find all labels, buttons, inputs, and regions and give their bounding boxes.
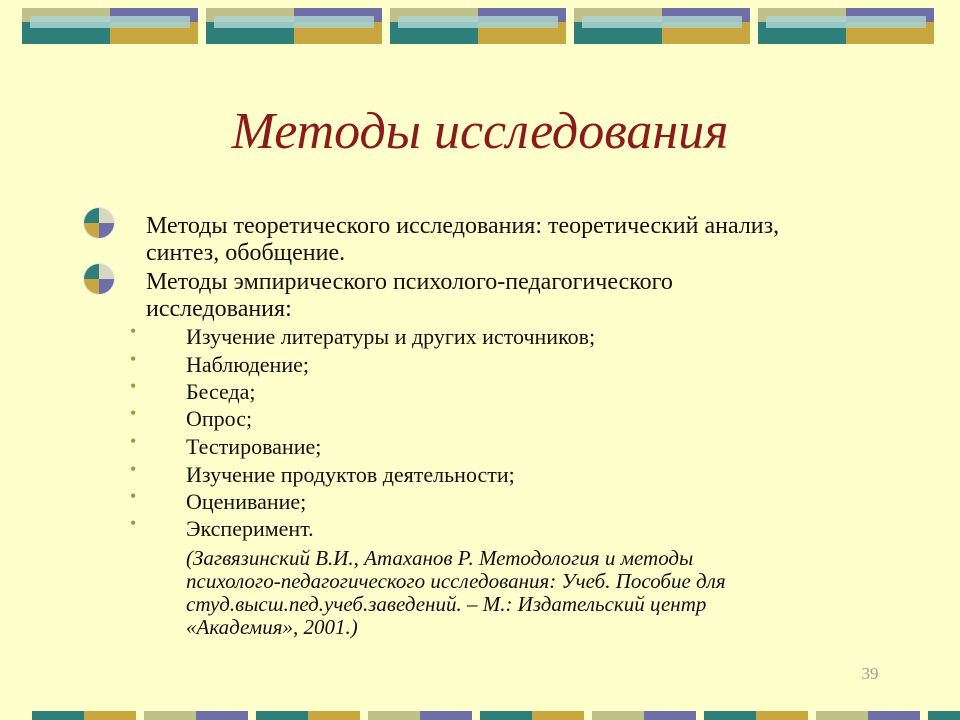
decorative-stripe [398, 16, 558, 28]
sub-item: Опрос; [186, 406, 253, 431]
decorative-stripe [582, 16, 742, 28]
decorative-stripe [868, 711, 920, 720]
decorative-stripe [368, 711, 420, 720]
decorative-stripe [592, 711, 644, 720]
decorative-block [22, 8, 198, 44]
sub-item: Оценивание; [186, 489, 307, 514]
decorative-stripe [704, 711, 756, 720]
decorative-block [390, 8, 566, 44]
bottom-decorative-band [0, 711, 960, 720]
bullet-theoretical [146, 213, 866, 267]
decorative-stripe [214, 16, 374, 28]
sub-item: Беседа; [186, 379, 256, 404]
sub-bullet-dot: • [130, 459, 137, 479]
decorative-stripe [766, 16, 926, 28]
sub-bullet-dot: • [130, 486, 137, 506]
decorative-block [574, 8, 750, 44]
decorative-stripe [308, 711, 360, 720]
decorative-stripe [32, 711, 84, 720]
reference-citation [186, 547, 826, 639]
quadrant-bullet-icon [82, 262, 116, 296]
sub-item: Изучение литературы и других источников; [186, 324, 596, 349]
decorative-block [758, 8, 934, 44]
sub-item: Тестирование; [186, 434, 322, 459]
sub-bullet-dot: • [130, 403, 137, 423]
top-decorative-band [0, 0, 960, 50]
reference-line: психолого-педагогического исследования: Учеб. Пособие для [186, 569, 726, 593]
bullet-theoretical-line: Методы теоретического исследования: теоретический анализ, [146, 213, 780, 239]
sub-bullet-dot: • [130, 431, 137, 451]
decorative-stripe [144, 711, 196, 720]
decorative-stripe [928, 711, 960, 720]
bullet-empirical-line: Методы эмпирического психолого-педагогического [146, 269, 673, 295]
reference-line: «Академия», 2001.) [186, 615, 358, 639]
quadrant-bullet-icon [82, 206, 116, 240]
sub-bullet-dot: • [130, 321, 137, 341]
slide-title: Методы исследования [231, 103, 729, 160]
decorative-stripe [196, 711, 248, 720]
reference-line: студ.высш.пед.учеб.заведений. – М.: Издательский центр [186, 592, 707, 616]
decorative-stripe [420, 711, 472, 720]
decorative-stripe [84, 711, 136, 720]
decorative-stripe [816, 711, 868, 720]
decorative-stripe [256, 711, 308, 720]
sub-bullet-dot: • [130, 513, 137, 533]
bullet-empirical-line: исследования: [146, 296, 292, 322]
sub-item: Эксперимент. [186, 516, 314, 541]
bullet-empirical [146, 269, 866, 323]
decorative-block [206, 8, 382, 44]
bullet-theoretical-line: синтез, обобщение. [146, 240, 346, 266]
decorative-stripe [756, 711, 808, 720]
sub-item: Наблюдение; [186, 352, 309, 377]
decorative-stripe [532, 711, 584, 720]
page-number: 39 [861, 664, 879, 683]
sub-bullet-dot: • [130, 349, 137, 369]
sub-item: Изучение продуктов деятельности; [186, 462, 515, 487]
decorative-stripe [480, 711, 532, 720]
sub-bullet-dot: • [130, 376, 137, 396]
decorative-stripe [644, 711, 696, 720]
decorative-stripe [30, 16, 190, 28]
reference-line: (Загвязинский В.И., Атаханов Р. Методология и методы [186, 546, 694, 570]
